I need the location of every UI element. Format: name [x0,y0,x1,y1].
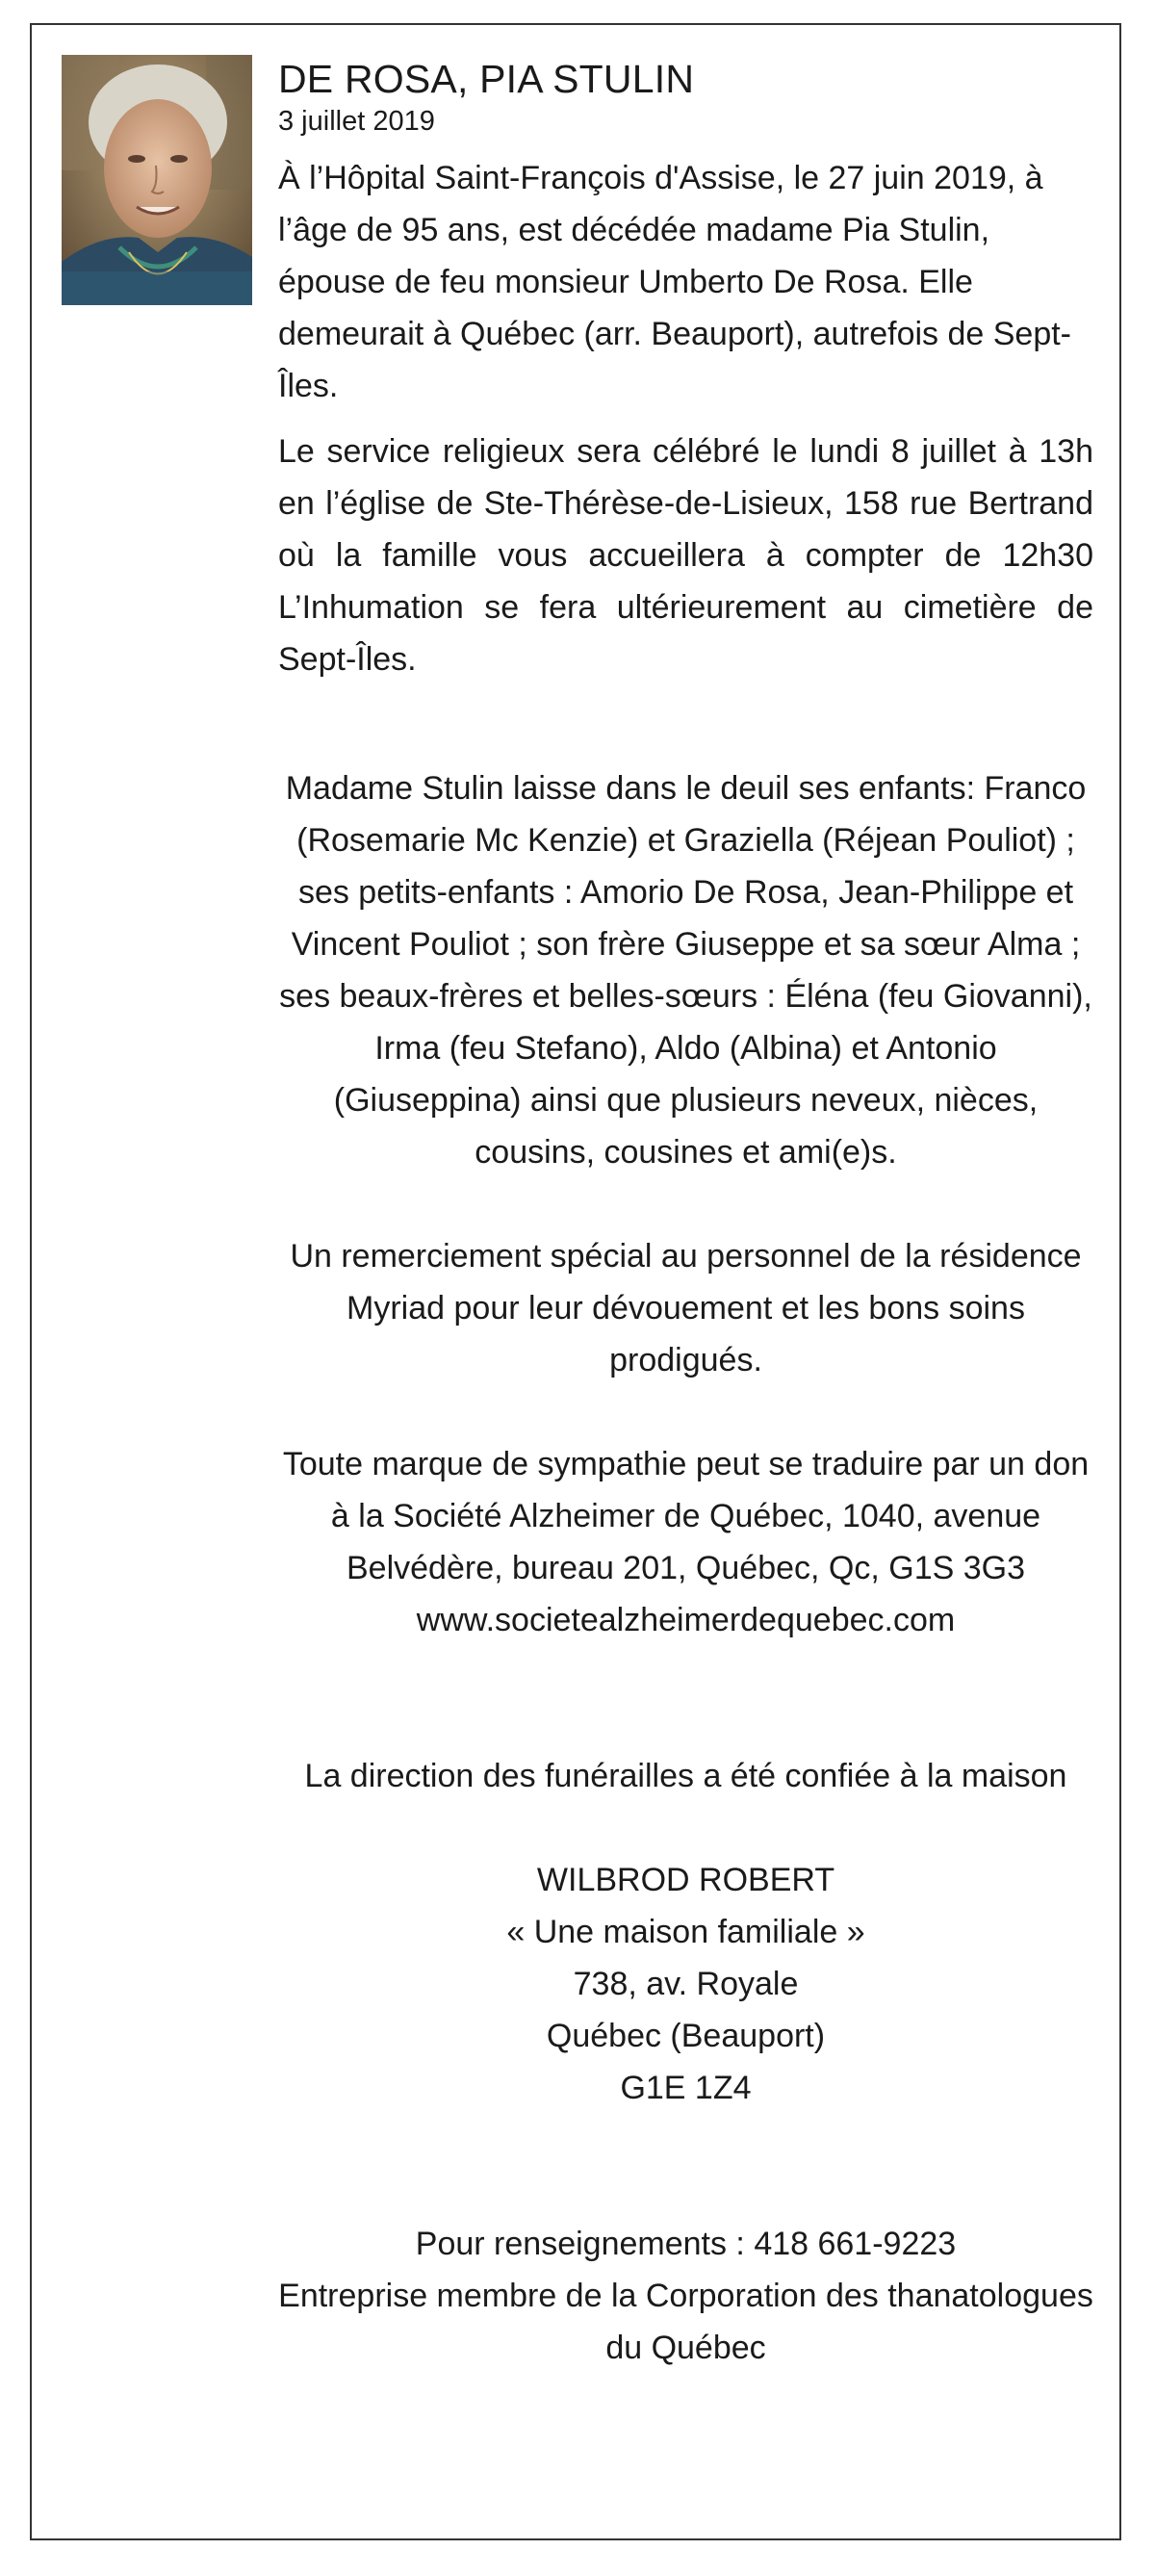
portrait-photo-icon [62,55,252,305]
special-thanks: Un remerciement spécial au personnel de la résidence Myriad pour leur dévouement et les bons soins prodigués. [290,1238,1082,1378]
contact-phone: Pour renseignements : 418 661-9223 [415,2226,957,2262]
donation-info: Toute marque de sympathie peut se traduire par un don à la Société Alzheimer de Québec, 1040, avenue Belvédère, bureau 201, Québec, Qc, G1S 3G3 www.societealzheimerdequebec.com [282,1446,1090,1638]
contact-block [278,2218,1093,2374]
membership-note: Entreprise membre de la Corporation des thanatologues du Québec [278,2278,1093,2366]
portrait-photo [62,55,252,305]
funeral-home-city: Québec (Beauport) [546,2018,826,2054]
funeral-home-street: 738, av. Royale [573,1966,799,2002]
notice-content [278,54,1093,2374]
funeral-home-name: WILBROD ROBERT [536,1862,835,1898]
publication-date: 3 juillet 2019 [278,106,435,137]
death-announcement: À l’Hôpital Saint-François d'Assise, le 27 juin 2019, à l’âge de 95 ans, est décédée madame Pia Stulin, épouse de feu monsieur Umberto De Rosa. Elle demeurait à Québec (arr. Beauport), autrefois de Sept-Îles. [278,160,1072,404]
family-mourners: Madame Stulin laisse dans le deuil ses enfants: Franco (Rosemarie Mc Kenzie) et Graziella (Réjean Pouliot) ; ses petits-enfants : Amorio De Rosa, Jean-Philippe et Vincent Pouliot ; son frère Giuseppe et sa sœur Alma ; ses beaux-frères et belles-sœurs : Éléna (feu Giovanni), Irma (feu Stefano), Aldo (Albina) et Antonio (Giuseppina) ainsi que plusieurs neveux, nièces, cousins, cousines et ami(e)s. [279,770,1092,1171]
deceased-name: DE ROSA, PIA STULIN [278,57,695,101]
funeral-home-postal: G1E 1Z4 [620,2070,752,2106]
funeral-home-block [278,1854,1093,2114]
obituary-card [30,23,1121,2540]
funeral-home-slogan: « Une maison familiale » [506,1914,865,1950]
service-details: Le service religieux sera célébré le lundi 8 juillet à 13h en l’église de Ste-Thérèse-de-Lisieux, 158 rue Bertrand où la famille vous accueillera à compter de 12h30 L’Inhumation se fera ultérieurement au cimetière de Sept-Îles. [278,433,1093,678]
funeral-direction: La direction des funérailles a été confiée à la maison [304,1758,1067,1794]
